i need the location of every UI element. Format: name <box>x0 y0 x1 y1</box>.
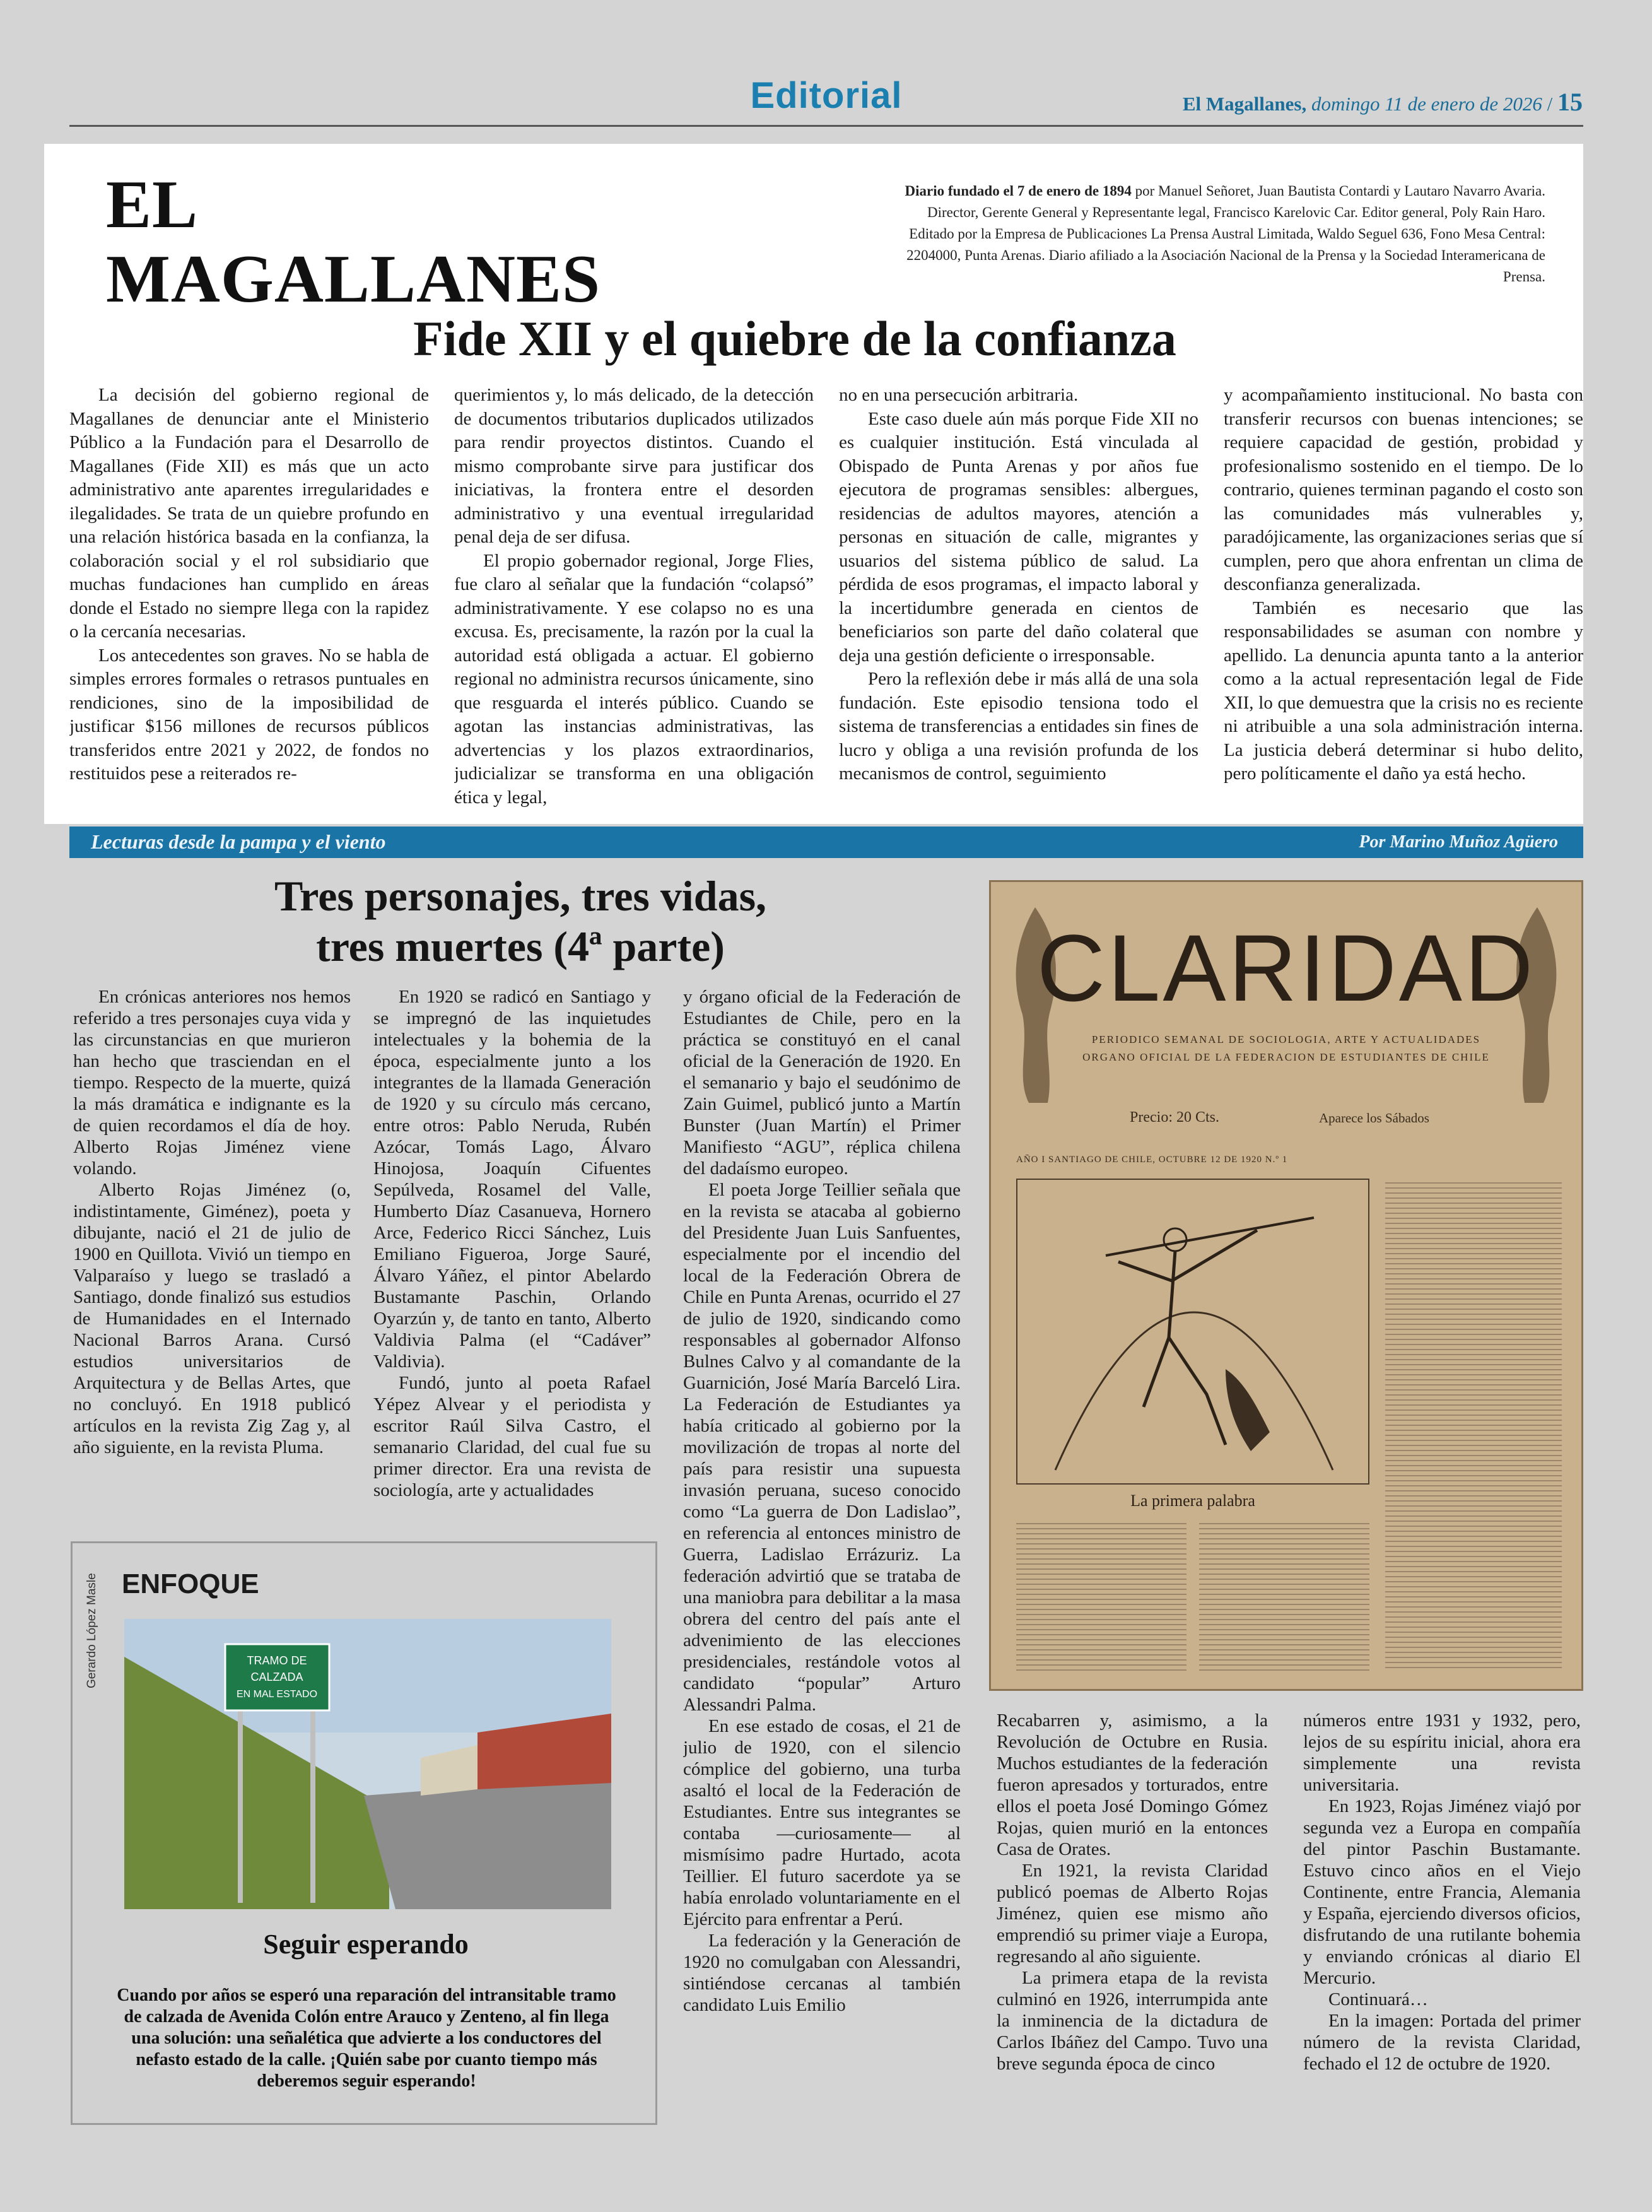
feature-paragraph: En ese estado de cosas, el 21 de julio de 1920, con el silencio cómplice del gobierno, una turba asaltó el local de la Federación de Estudiantes. Entre sus integrantes se contaba —curiosamente— al mismísimo padre Hurtado, acota Teillier. El futuro sacerdote ya se había enrolado voluntariamente en el Ejército para enfrentar a Perú. <box>683 1716 961 1929</box>
claridad-subtitle: PERIODICO SEMANAL DE SOCIOLOGIA, ARTE Y ACTUALIDADES <box>1091 1033 1481 1045</box>
enfoque-box <box>71 1541 657 2125</box>
feature-headline-line1: Tres personajes, tres vidas, <box>274 872 767 920</box>
editorial-column-2 <box>454 384 814 819</box>
page-number: 15 <box>1557 88 1583 116</box>
editorial-paragraph: y acompañamiento institucional. No basta con transferir recursos con buenas intenciones; se requiere capacidad de gestión, probidad y profesionalismo sostenido en el tiempo. De lo contrario, quienes terminan pagando el costo son las comunidades más vulnerables y, paradójicamente, las organizaciones serias que sí cumplen, pero que ahora enfrentan un clima de desconfianza generalizada. <box>1224 385 1583 594</box>
feature-paragraph: Recabarren y, asimismo, a la Revolución de Octubre en Rusia. Muchos estudiantes de la federación fueron apresados y torturados, entre ellos el poeta José Domingo Gómez Rojas, quien murió en la entonces Casa de Orates. <box>997 1710 1268 1859</box>
feature-paragraph: En 1921, la revista Claridad publicó poemas de Alberto Rojas Jiménez, quien ese mismo año emprendió su primer viaje a Europa, regresando al año siguiente. <box>997 1861 1268 1967</box>
feature-headline <box>69 871 971 972</box>
feature-paragraph: El poeta Jorge Teillier señala que en la revista se atacaba al gobierno del Presidente Juan Luis Sanfuentes, especialmente por el incendio del local de la Federación Obrera de Chile en Punta Arenas, ocurrido el 27 de julio de 1920, sindicando como responsables al gobernador Alfonso Bulnes Calvo y al comandante de la Guarnición, José María Barceló Lira. La Federación de Estudiantes ya había criticado al gobierno por la movilización de tropas al norte del país para resistir una supuesta invasión peruana, suceso conocido como “La guerra de Don Ladislao”, en referencia al entonces ministro de Guerra, Ladislao Errázuriz. La federación advirtió que se trataba de una maniobra para debilitar a la masa obrera del centro del país ante el advenimiento de las elecciones presidenciales, restándole votos al candidato “popular” Arturo Alessandri Palma. <box>683 1180 961 1715</box>
claridad-illustration <box>1016 1179 1369 1485</box>
sign-line2: CALZADA <box>250 1671 303 1683</box>
column-band <box>69 827 1583 858</box>
editorial-paragraph: Este caso duele aún más porque Fide XII no es cualquier institución. Está vinculada al Obispado de Punta Arenas y por años fue ejecutora de programas sensibles: albergues, residencias de adultos mayores, atención a personas en situación de calle, migrantes y usuarios del sistema público de salud. La pérdida de esos programas, el impacto laboral y la incertidumbre generada en cientos de beneficiarios son parte del daño colateral que deja una gestión deficiente o irresponsable. <box>839 408 1198 666</box>
photo-credit: Gerardo López Masle <box>85 1573 98 1688</box>
feature-paragraph: y órgano oficial de la Federación de Estudiantes de Chile, pero en la práctica se constituyó en el canal oficial de la Generación de 1920. En el semanario y bajo el seudónimo de Zain Guimel, publicó junto a Martín Bunster (Juan Martín) el Primer Manifiesto “AGU”, réplica chilena del dadaísmo europeo. <box>683 987 961 1179</box>
masthead-credits: por Manuel Señoret, Juan Bautista Contardi y Lautaro Navarro Avaria. Director, Gerente General y Representante legal, Francisco Karelovic Car. Editor general, Poly Rain Haro. Editado por la Empresa de Publicaciones La Prensa Austral Limitada, Waldo Seguel 636, Fono Mesa Central: 2204000, Punta Arenas. Diario afiliado a la Asociación Nacional de la Prensa y la Sociedad Interamericana de Prensa. <box>906 183 1545 285</box>
street-scene <box>124 1619 611 1909</box>
claridad-dateline: AÑO I SANTIAGO DE CHILE, OCTUBRE 12 DE 1920 N.º 1 <box>1016 1155 1288 1165</box>
masthead-title-line1: EL <box>106 167 199 242</box>
feature-column-4 <box>997 1710 1268 2151</box>
issue-date: domingo 11 de enero de 2026 <box>1311 93 1542 115</box>
street-photo <box>124 1619 611 1909</box>
feature-column-2 <box>373 986 651 1529</box>
editorial-paragraph: El propio gobernador regional, Jorge Flies, fue claro al señalar que la fundación “colapsó” administrativamente. Y ese colapso no es una excusa. Es, precisamente, la razón por la cual la autoridad está obligada a actuar. El gobierno regional no administra recursos únicamente, sino que resguarda el interés público. Cuando se agotan las instancias administrativas, las advertencias y los plazos extraordinarios, judicializar se transforma en una obligación ética y legal, <box>454 550 814 808</box>
paper-name: El Magallanes, <box>1182 93 1307 115</box>
masthead-title <box>106 167 601 317</box>
archer-illustration <box>1017 1180 1368 1483</box>
claridad-text-column <box>1385 1179 1562 1671</box>
editorial-column-1 <box>69 384 429 819</box>
editorial-headline: Fide XII y el quiebre de la confianza <box>413 311 1176 366</box>
feature-column-1 <box>73 986 351 1529</box>
claridad-masthead: CLARIDAD <box>1036 915 1536 1021</box>
column-author: Por Marino Muñoz Agüero <box>1359 832 1558 852</box>
claridad-text-column <box>1016 1519 1186 1671</box>
feature-paragraph: números entre 1931 y 1932, pero, lejos de su espíritu inicial, ahora era simplemente una revista universitaria. <box>1303 1710 1581 1795</box>
feature-paragraph: La primera etapa de la revista culminó en 1926, interrumpida ante la inminencia de la dictadura de Carlos Ibáñez del Campo. Tuvo una breve segunda época de cinco <box>997 1968 1268 2074</box>
feature-column-3 <box>683 986 961 2147</box>
feature-headline-line2: tres muertes (4ª parte) <box>316 922 725 970</box>
feature-paragraph: Continuará… <box>1328 1989 1428 2009</box>
claridad-caption: La primera palabra <box>1130 1491 1255 1510</box>
section-title: Editorial <box>750 75 903 116</box>
feature-paragraph: En 1920 se radicó en Santiago y se impregnó de las inquietudes intelectuales y la bohemia de la época, especialmente junto a los integrantes de la llamada Generación de 1920 y su círculo más cercano, entre otros: Pablo Neruda, Rubén Azócar, Tomás Lago, Álvaro Hinojosa, Joaquín Cifuentes Sepúlveda, Rosamel del Valle, Humberto Díaz Casanueva, Hornero Arce, Federico Ricci Sánchez, Luis Emiliano Figueroa, Jorge Sauré, Álvaro Yáñez, el pintor Abelardo Bustamante Paschin, Orlando Oyarzún y, de tanto en tanto, Alberto Valdivia Palma (el “Cadáver” Valdivia). <box>373 987 651 1372</box>
sign-line1: TRAMO DE <box>247 1654 307 1667</box>
editorial-column-3 <box>839 384 1198 819</box>
masthead-title-line2: MAGALLANES <box>106 242 601 317</box>
editorial-column-4 <box>1224 384 1583 819</box>
editorial-paragraph: Los antecedentes son graves. No se habla de simples errores formales o retrasos puntuales en rendiciones, sino de la imposibilidad de justificar $156 millones de recursos públicos transferidos entre 2021 y 2022, de fondos no restituidos pese a reiterados re- <box>69 645 429 784</box>
claridad-text-column <box>1199 1519 1369 1671</box>
feature-paragraph: En crónicas anteriores nos hemos referido a tres personajes cuya vida y las circunstancias en que murieron han hecho que trasciendan en el tiempo. Respecto de la muerte, quizá la más dramática e indignante es la de quien recordamos el día de hoy. Alberto Rojas Jiménez viene volando. <box>73 987 351 1179</box>
enfoque-label: ENFOQUE <box>122 1568 259 1599</box>
feature-paragraph: Fundó, junto al poeta Rafael Yépez Alvear y el periodista y escritor Raúl Silva Castro, el semanario Claridad, del cual fue su primer director. Era una revista de sociología, arte y actualidades <box>373 1373 651 1500</box>
editorial-box <box>44 144 1583 824</box>
column-name: Lecturas desde la pampa y el viento <box>91 830 386 853</box>
editorial-paragraph: no en una persecución arbitraria. <box>839 385 1079 405</box>
masthead-founded: Diario fundado el 7 de enero de 1894 <box>905 183 1132 199</box>
claridad-organ: ORGANO OFICIAL DE LA FEDERACION DE ESTUDIANTES DE CHILE <box>1082 1051 1490 1063</box>
feature-paragraph: En 1923, Rojas Jiménez viajó por segunda vez a Europa en compañía del pintor Paschin Bustamante. Estuvo cinco años en el Viejo Continente, entre Francia, Alemania y España, ejerciendo diversos oficios, disfrutando de una rutilante bohemia y enviando crónicas al diario El Mercurio. <box>1303 1796 1581 1988</box>
header-separator: / <box>1547 93 1553 115</box>
header-rule <box>69 125 1583 127</box>
sign-line3: EN MAL ESTADO <box>236 1689 318 1700</box>
editorial-paragraph: Pero la reflexión debe ir más allá de una sola fundación. Este episodio tensiona todo el sistema de transferencias a entidades sin fines de lucro y obliga a una revisión profunda de los mecanismos de control, seguimiento <box>839 669 1198 784</box>
claridad-cover-image <box>989 880 1583 1691</box>
feature-paragraph: La federación y la Generación de 1920 no comulgaban con Alessandri, sintiéndose cercanas al también candidato Luis Emilio <box>683 1931 961 2015</box>
editorial-paragraph: querimientos y, lo más delicado, de la detección de documentos tributarios duplicados utilizados para rendir proyectos distintos. Cuando el mismo comprobante sirve para justificar dos iniciativas, la frontera entre el desorden administrativo y una eventual irregularidad penal deja de ser difusa. <box>454 385 814 547</box>
claridad-frequency: Aparece los Sábados <box>1319 1110 1429 1126</box>
editorial-paragraph: También es necesario que las responsabilidades se asuman con nombre y apellido. La denuncia apunta tanto a la anterior como a la actual representación legal de Fide XII, lo que demuestra que la crisis no es reciente ni atribuible a una sola administración interna. La justicia deberá determinar si hubo delito, pero políticamente el daño ya está hecho. <box>1224 597 1583 784</box>
feature-column-5 <box>1303 1710 1581 2151</box>
enfoque-photo-title: Seguir esperando <box>263 1929 469 1960</box>
claridad-price: Precio: 20 Cts. <box>1130 1109 1219 1126</box>
editorial-paragraph: La decisión del gobierno regional de Magallanes de denunciar ante el Ministerio Público a la Fundación para el Desarrollo de Magallanes (Fide XII) es más que un acto administrativo ante aparentes irregularidades e ilegalidades. Se trata de un quiebre profundo en una relación histórica basada en la confianza, la colaboración social y el rol subsidiario que muchas fundaciones han cumplido en áreas donde el Estado no siempre llega con la rapidez o la cercanía necesarias. <box>69 385 429 642</box>
feature-paragraph: Alberto Rojas Jiménez (o, indistintamente, Giménez), poeta y dibujante, nació el 21 de julio de 1900 en Quillota. Vivió un tiempo en Valparaíso y luego se trasladó a Santiago, donde finalizó sus estudios de Humanidades en el Internado Nacional Barros Arana. Cursó estudios universitarios de Arquitectura y de Bellas Artes, que no concluyó. En 1918 publicó artículos en la revista Zig Zag y, al año siguiente, en la revista Pluma. <box>73 1180 351 1457</box>
header-meta <box>1183 87 1583 117</box>
enfoque-caption: Cuando por años se esperó una reparación del intransitable tramo de calzada de Avenida Colón entre Arauco y Zenteno, al fin llega una solución: una señalética que advierte a los conductores del nefasto estado de la calle. ¡Quién sabe por cuanto tiempo más deberemos seguir esperando! <box>117 1986 616 2091</box>
feature-paragraph: En la imagen: Portada del primer número de la revista Claridad, fechado el 12 de octubre de 1920. <box>1303 2011 1581 2074</box>
masthead-info <box>896 180 1545 288</box>
